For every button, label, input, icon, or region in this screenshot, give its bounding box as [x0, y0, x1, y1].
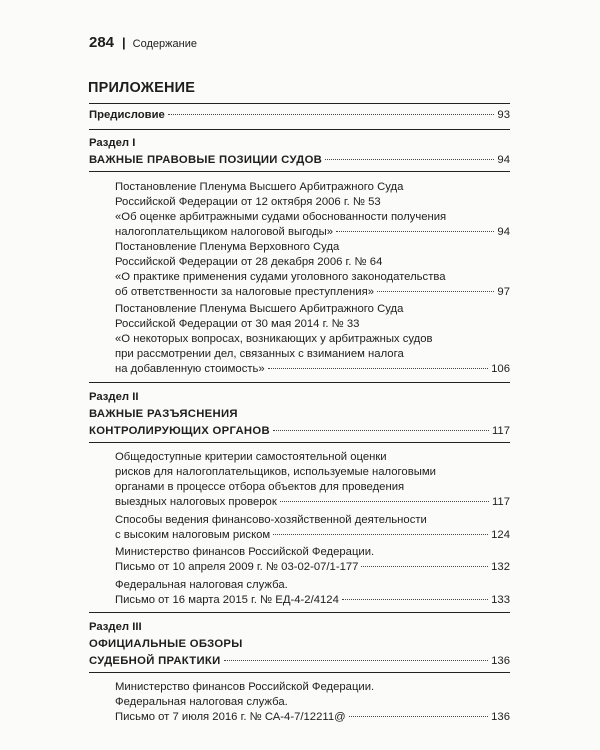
section-label: Раздел I: [89, 137, 136, 149]
dot-leader: [349, 716, 489, 717]
toc-entry-line: «Об оценке арбитражными судами обоснованности получения: [115, 211, 447, 223]
toc-entry-line: выездных налоговых проверок: [115, 496, 277, 508]
toc-entry-line: Письмо от 10 апреля 2009 г. № 03-02-07/1-177: [115, 561, 359, 573]
running-head: [89, 34, 197, 51]
section-label: Раздел II: [89, 391, 139, 403]
toc-entry-line: Министерство финансов Российской Федерации.: [115, 681, 375, 693]
toc-entry[interactable]: [115, 362, 510, 377]
toc-page-number: 94: [497, 226, 510, 238]
toc-entry-line: Российской Федерации от 28 декабря 2006 г. № 64: [115, 256, 383, 268]
toc-page-number: 117: [491, 496, 510, 508]
toc-entry[interactable]: [115, 528, 510, 543]
toc-page-number: 133: [491, 594, 510, 606]
toc-page-number: 93: [497, 109, 510, 121]
toc-entry-line: Российской Федерации от 30 мая 2014 г. № 33: [115, 318, 360, 330]
divider: [89, 382, 510, 383]
section-title: ВАЖНЫЕ РАЗЪЯСНЕНИЯ: [89, 408, 238, 420]
toc-entry-line: с высоким налоговым риском: [115, 529, 271, 541]
toc-entry-line: Министерство финансов Российской Федерации.: [115, 546, 375, 558]
section-title: ВАЖНЫЕ ПРАВОВЫЕ ПОЗИЦИИ СУДОВ: [89, 154, 323, 166]
divider: [89, 612, 510, 613]
section-title-row[interactable]: [89, 153, 510, 168]
section-title: ОФИЦИАЛЬНЫЕ ОБЗОРЫ: [89, 638, 243, 650]
toc-page-number: 136: [491, 711, 510, 723]
toc-entry-line: Постановление Пленума Высшего Арбитражного Суда: [115, 181, 404, 193]
toc-entry-line: на добавленную стоимость»: [115, 363, 265, 375]
appendix-title: ПРИЛОЖЕНИЕ: [88, 80, 196, 96]
toc-page-number: 97: [497, 286, 510, 298]
toc-entry[interactable]: [115, 710, 510, 725]
dot-leader: [377, 291, 494, 292]
section-title-row[interactable]: [89, 654, 510, 669]
toc-entry-title: Предисловие: [89, 109, 165, 121]
toc-entry[interactable]: [115, 225, 510, 240]
toc-entry[interactable]: [115, 593, 510, 608]
toc-entry-line: органами в процессе отбора объектов для проведения: [115, 481, 405, 493]
toc-entry-line: при рассмотрении дел, связанных с взиманием налога: [115, 348, 404, 360]
toc-page-number: 124: [491, 529, 510, 541]
toc-entry-preface[interactable]: [89, 108, 510, 123]
toc-page-number: 94: [497, 154, 510, 166]
divider: [89, 129, 510, 130]
dot-leader: [273, 430, 489, 431]
dot-leader: [361, 566, 488, 567]
toc-entry-line: Федеральная налоговая служба.: [115, 696, 288, 708]
dot-leader: [273, 534, 488, 535]
toc-entry-line: Способы ведения финансово-хозяйственной деятельности: [115, 514, 427, 526]
toc-entry-line: Письмо от 16 марта 2015 г. № ЕД-4-2/4124: [115, 594, 339, 606]
section-label: Раздел III: [89, 621, 142, 633]
toc-entry-line: Федеральная налоговая служба.: [115, 579, 288, 591]
divider: [89, 672, 510, 673]
toc-entry-line: Общедоступные критерии самостоятельной оценки: [115, 451, 387, 463]
header-separator: |: [122, 35, 126, 50]
divider: [89, 103, 510, 104]
dot-leader: [325, 159, 494, 160]
dot-leader: [268, 368, 488, 369]
toc-entry-line: Постановление Пленума Высшего Арбитражного Суда: [115, 303, 404, 315]
dot-leader: [224, 660, 489, 661]
toc-page-number: 106: [491, 363, 510, 375]
section-title-row[interactable]: [89, 424, 510, 439]
toc-entry-line: налогоплательщиком налоговой выгоды»: [115, 226, 334, 238]
toc-entry-line: рисков для налогоплательщиков, используемые налоговыми: [115, 466, 436, 478]
dot-leader: [280, 501, 489, 502]
toc-entry[interactable]: [115, 560, 510, 575]
toc-entry[interactable]: [115, 285, 510, 300]
running-head-title: Содержание: [132, 38, 197, 50]
divider: [89, 442, 510, 443]
toc-entry-line: Российской Федерации от 12 октября 2006 г. № 53: [115, 196, 381, 208]
dot-leader: [168, 114, 495, 115]
toc-entry[interactable]: [115, 495, 510, 510]
section-title: КОНТРОЛИРУЮЩИХ ОРГАНОВ: [89, 425, 270, 437]
toc-entry-line: Письмо от 7 июля 2016 г. № СА-4-7/12211@: [115, 711, 346, 723]
page-number: 284: [89, 34, 115, 51]
toc-entry-line: «О некоторых вопросах, возникающих у арбитражных судов: [115, 333, 433, 345]
toc-entry-line: «О практике применения судами уголовного законодательства: [115, 271, 446, 283]
toc-page-number: 117: [491, 425, 510, 437]
toc-entry-line: об ответственности за налоговые преступления»: [115, 286, 374, 298]
toc-page-number: 136: [491, 655, 510, 667]
dot-leader: [336, 231, 494, 232]
toc-page-number: 132: [491, 561, 510, 573]
divider: [89, 171, 510, 172]
toc-entry-line: Постановление Пленума Верховного Суда: [115, 241, 340, 253]
dot-leader: [342, 599, 488, 600]
section-title: СУДЕБНОЙ ПРАКТИКИ: [89, 655, 221, 667]
